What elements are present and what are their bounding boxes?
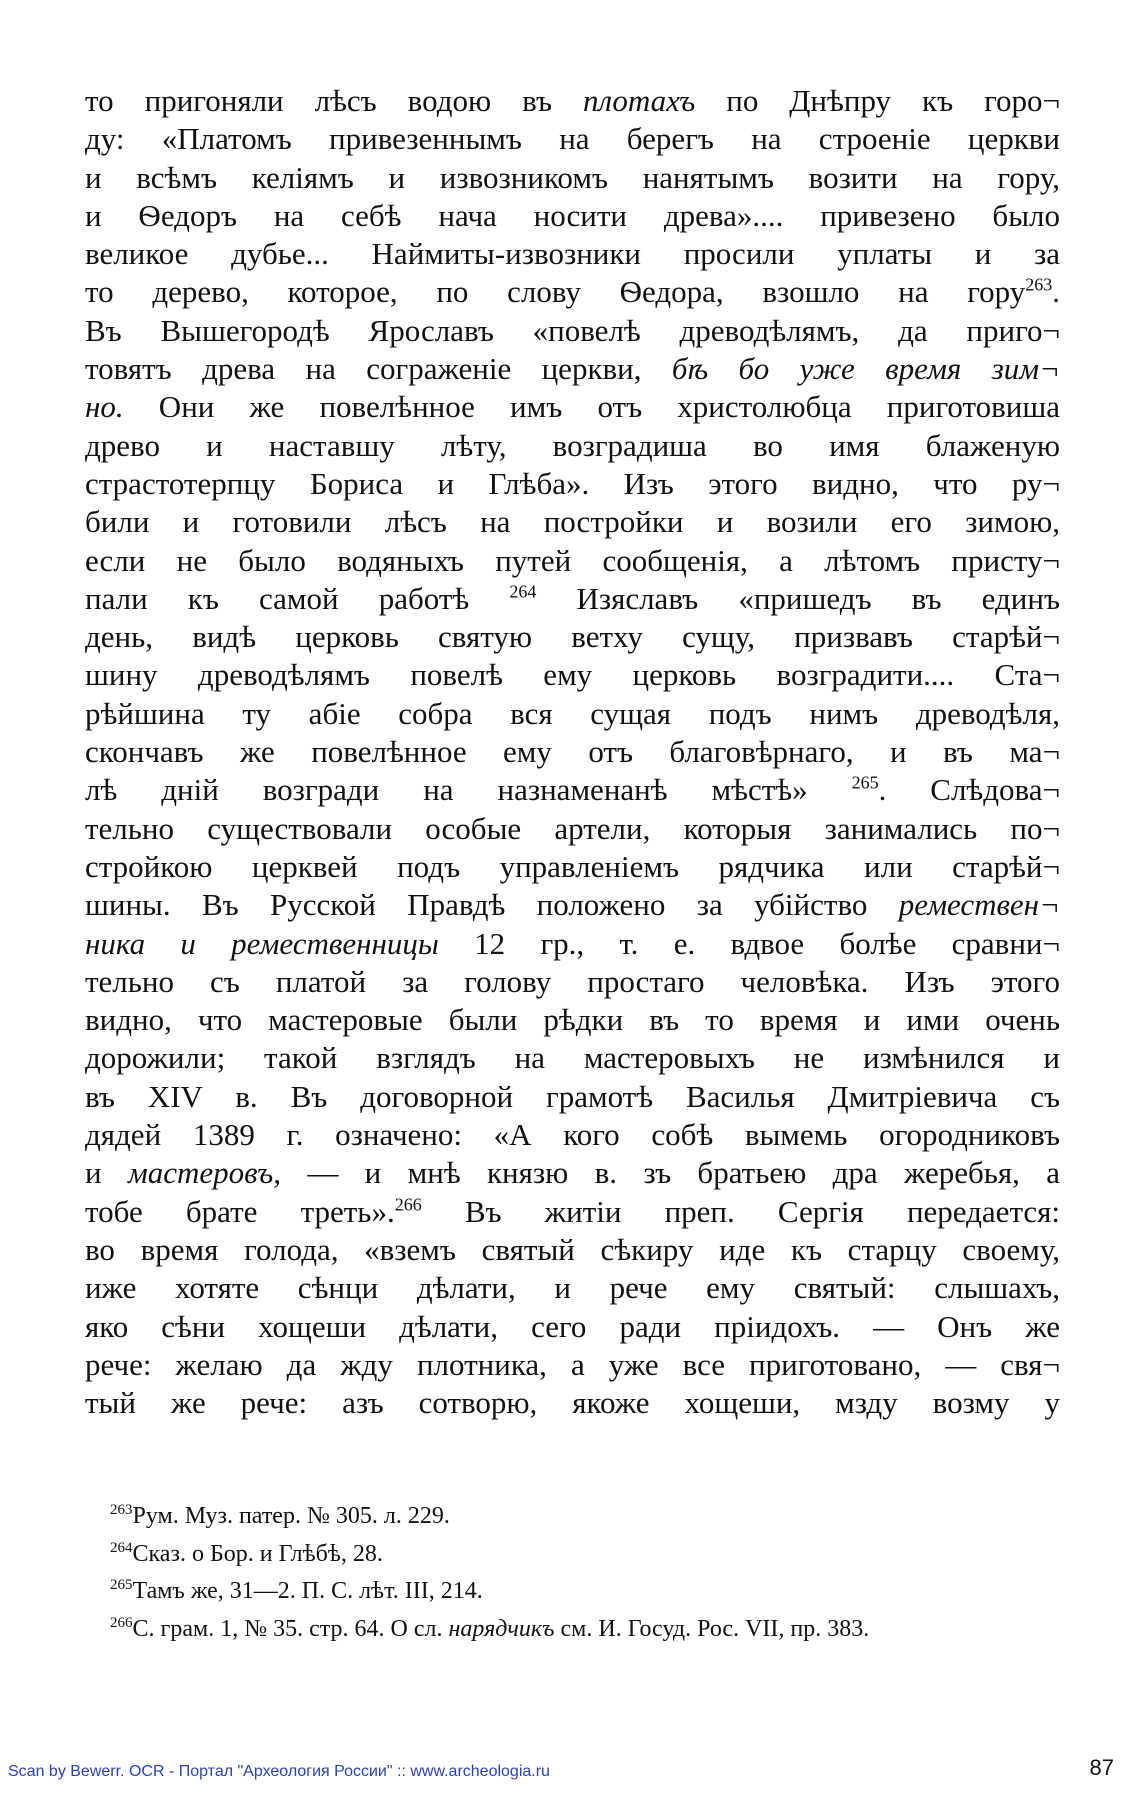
text-segment: день, видѣ церковь святую ветху сущу, призвавъ старѣй¬ (85, 619, 1060, 655)
text-segment: Тамъ же, 31—2. П. С. лѣт. III, 214. (132, 1578, 483, 1604)
text-segment: то дерево, которое, по слову Ѳедора, взошло на гору (85, 274, 1026, 310)
text-segment: дорожили; такой взглядъ на мастеровыхъ не измѣнился и (85, 1040, 1060, 1076)
text-segment: дядей 1389 г. означено: «А кого собѣ вымемь огородниковъ (85, 1117, 1060, 1153)
text-segment: великое дубье... Наймиты-извозники просили уплаты и за (85, 236, 1060, 272)
text-segment: били и готовили лѣсъ на постройки и возили его зимою, (85, 504, 1060, 540)
italic-text: нарядчикъ (448, 1615, 555, 1642)
footnote-line (110, 1611, 1070, 1649)
text-segment: если не было водяныхъ путей сообщенія, а лѣтомъ присту¬ (85, 542, 1060, 578)
text-line (85, 427, 1060, 465)
text-line (85, 503, 1060, 541)
italic-text: мастеровъ, (127, 1155, 282, 1191)
text-segment: шину древодѣлямъ повелѣ ему церковь возградити.... Ста¬ (85, 657, 1060, 693)
footnote-ref: 263 (110, 1502, 133, 1518)
text-segment: С. грам. 1, № 35. стр. 64. О сл. (132, 1615, 449, 1642)
text-segment: и Ѳедоръ на себѣ нача носити древа».... привезено было (85, 197, 1060, 233)
footnote-ref: 266 (110, 1614, 133, 1631)
text-segment: стройкою церквей подъ управленіемъ рядчика или старѣй¬ (85, 848, 1060, 884)
text-line (85, 963, 1060, 1001)
text-line (85, 618, 1060, 656)
footnote-ref: 264 (509, 581, 537, 602)
scan-credit: Scan by Bewerr. OCR - Портал "Археология России" :: www.archeologia.ru (8, 1763, 550, 1780)
text-line (85, 848, 1060, 886)
text-segment: тый же рече: азъ сотворю, якоже хощеши, мзду возму у (85, 1385, 1060, 1421)
text-segment: Сказ. о Бор. и Глѣбѣ, 28. (132, 1540, 383, 1567)
text-segment: Они же повелѣнное имъ отъ христолюбца приготовиша (123, 389, 1060, 425)
text-line (85, 312, 1060, 350)
text-line (85, 733, 1060, 771)
text-line (85, 1078, 1060, 1116)
text-segment: пали къ самой работѣ (85, 580, 510, 616)
text-segment: видно, что мастеровые были рѣдки въ то время и ими очень (85, 1002, 1060, 1038)
footnote-line (110, 1573, 1070, 1611)
text-line (85, 350, 1060, 388)
text-segment: лѣ дній возгради на назнаменанѣ мѣстѣ» (85, 772, 852, 808)
text-segment: страстотерпцу Бориса и Глѣба». Изъ этого видно, что ру¬ (85, 465, 1060, 501)
text-segment: Въ житіи преп. Сергія передается: (421, 1193, 1060, 1229)
footnotes (110, 1498, 1070, 1648)
text-line (85, 1231, 1060, 1269)
footnote-ref: 264 (110, 1539, 133, 1556)
text-line (85, 273, 1060, 311)
footnote-line (110, 1536, 1070, 1574)
text-line (85, 465, 1060, 503)
text-segment: тельно существовали особые артели, которыя занимались по¬ (85, 810, 1060, 846)
text-segment: см. И. Госуд. Рос. VII, пр. 383. (554, 1615, 870, 1642)
page-number: 87 (1089, 1755, 1114, 1780)
text-segment: Въ Вышегородѣ Ярославъ «повелѣ древодѣлямъ, да приго¬ (85, 312, 1060, 348)
italic-text: бѣ бо уже время зим¬ (671, 351, 1060, 387)
text-line (85, 580, 1060, 618)
text-segment: товятъ древа на сограженіе церкви, (85, 351, 672, 387)
text-line (85, 82, 1060, 120)
text-line (85, 1116, 1060, 1154)
text-line (85, 695, 1060, 733)
footnote-ref: 265 (110, 1577, 133, 1593)
text-segment: тельно съ платой за голову простаго человѣка. Изъ этого (85, 963, 1060, 999)
text-line (85, 810, 1060, 848)
text-segment: и всѣмъ келіямъ и извозникомъ нанятымъ возити на гору, (85, 159, 1060, 195)
text-line (85, 120, 1060, 158)
text-segment: рече: желаю да жду плотника, а уже все приготовано, — свя¬ (85, 1346, 1060, 1382)
text-segment: ду: «Платомъ привезеннымъ на берегъ на строеніе церкви (85, 121, 1060, 157)
text-line (85, 1001, 1060, 1039)
italic-text: но. (85, 389, 124, 425)
text-line (85, 886, 1060, 924)
text-segment: яко сѣни хощеши дѣлати, сего ради пріидохъ. — Онъ же (85, 1308, 1060, 1344)
text-line (85, 925, 1060, 963)
text-segment: иже хотяте сѣнци дѣлати, и рече ему святый: слышахъ, (85, 1270, 1060, 1306)
italic-text: ремествен¬ (898, 887, 1060, 923)
body-text (85, 82, 1060, 1422)
text-segment: . Слѣдова¬ (878, 772, 1060, 808)
italic-text: плотахъ (583, 83, 696, 118)
text-segment: тобе брате треть». (85, 1193, 395, 1229)
text-segment: въ XIV в. Въ договорной грамотѣ Василья Дмитріевича съ (85, 1078, 1060, 1114)
text-segment: рѣйшина ту абіе собра вся сущая подъ нимъ древодѣля, (85, 695, 1060, 731)
text-segment: шины. Въ Русской Правдѣ положено за убійство (85, 887, 899, 923)
text-segment: Изяславъ «пришедъ въ единъ (536, 580, 1060, 616)
footnote-ref: 263 (1025, 275, 1053, 296)
text-segment: по Днѣпру къ горо¬ (695, 83, 1061, 118)
footnote-line (110, 1498, 1070, 1536)
text-line (85, 656, 1060, 694)
text-segment: 12 гр., т. е. вдвое болѣе сравни¬ (438, 925, 1060, 961)
text-segment: — и мнѣ князю в. зъ братьею дра жеребья, а (281, 1155, 1061, 1191)
text-segment: скончавъ же повелѣнное ему отъ благовѣрнаго, и въ ма¬ (85, 734, 1060, 770)
text-line (85, 1384, 1060, 1422)
text-line (85, 197, 1060, 235)
text-line (85, 1269, 1060, 1307)
text-line (85, 1154, 1060, 1192)
text-line (85, 235, 1060, 273)
text-segment: древо и наставшу лѣту, возградиша во имя блаженую (85, 427, 1060, 463)
text-segment: Рум. Муз. патер. № 305. л. 229. (132, 1503, 450, 1529)
footnote-ref: 266 (394, 1194, 422, 1215)
text-segment: то пригоняли лѣсъ водою въ (85, 83, 583, 118)
text-line (85, 1308, 1060, 1346)
text-line (85, 1193, 1060, 1231)
text-line (85, 542, 1060, 580)
text-segment: и (85, 1155, 128, 1191)
text-line (85, 1039, 1060, 1077)
italic-text: ника и ремественницы (85, 925, 439, 961)
footnote-ref: 265 (851, 773, 879, 794)
text-line (85, 388, 1060, 426)
text-segment: . (1052, 274, 1060, 310)
text-line (85, 1346, 1060, 1384)
text-segment: во время голода, «вземъ святый сѣкиру иде къ старцу своему, (85, 1231, 1060, 1267)
text-line (85, 159, 1060, 197)
text-line (85, 771, 1060, 809)
